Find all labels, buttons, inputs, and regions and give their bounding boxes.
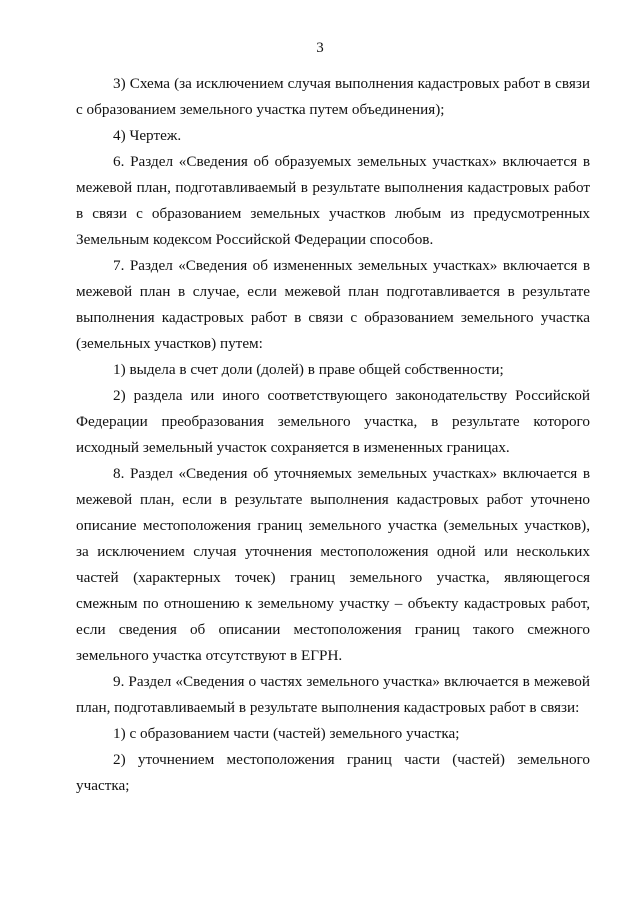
paragraph-section-6: 6. Раздел «Сведения об образуемых земельных участках» включается в межевой план, подготавливаемый в результате выполнения кадастровых работ в связи с образованием земельных участков любым из предусмотренных Земельным кодексом Российской Федерации способов. (76, 153, 590, 248)
document-body (76, 71, 590, 799)
paragraph-item-3-scheme: 3) Схема (за исключением случая выполнения кадастровых работ в связи с образованием земельного участка путем объединения); (76, 75, 590, 118)
page-number: 3 (316, 40, 324, 56)
paragraph-section-9: 9. Раздел «Сведения о частях земельного участка» включается в межевой план, подготавливаемый в результате выполнения кадастровых работ в связи: (76, 673, 590, 716)
paragraph-section-7-item-2: 2) раздела или иного соответствующего законодательству Российской Федерации преобразования земельного участка, в результате которого исходный земельный участок сохраняется в измененных границах. (76, 387, 590, 456)
paragraph-section-9-item-1: 1) с образованием части (частей) земельного участка; (113, 725, 460, 742)
paragraph-item-4-drawing: 4) Чертеж. (113, 127, 182, 144)
paragraph-section-7-item-1: 1) выдела в счет доли (долей) в праве общей собственности; (113, 361, 504, 378)
paragraph-section-7: 7. Раздел «Сведения об измененных земельных участках» включается в межевой план в случае, если межевой план подготавливается в результате выполнения кадастровых работ в связи с образованием земельного участка (земельных участков) путем: (76, 257, 590, 352)
paragraph-section-9-item-2: 2) уточнением местоположения границ части (частей) земельного участка; (76, 751, 590, 794)
paragraph-section-8: 8. Раздел «Сведения об уточняемых земельных участках» включается в межевой план, если в результате выполнения кадастровых работ уточнено описание местоположения границ земельного участка (земельных участков), за исключением случая уточнения местоположения одной или нескольких частей (характерных точек) границ земельного участка, являющегося смежным по отношению к земельному участку – объекту кадастровых работ, если сведения об описании местоположения границ такого смежного земельного участка отсутствуют в ЕГРН. (76, 465, 590, 664)
